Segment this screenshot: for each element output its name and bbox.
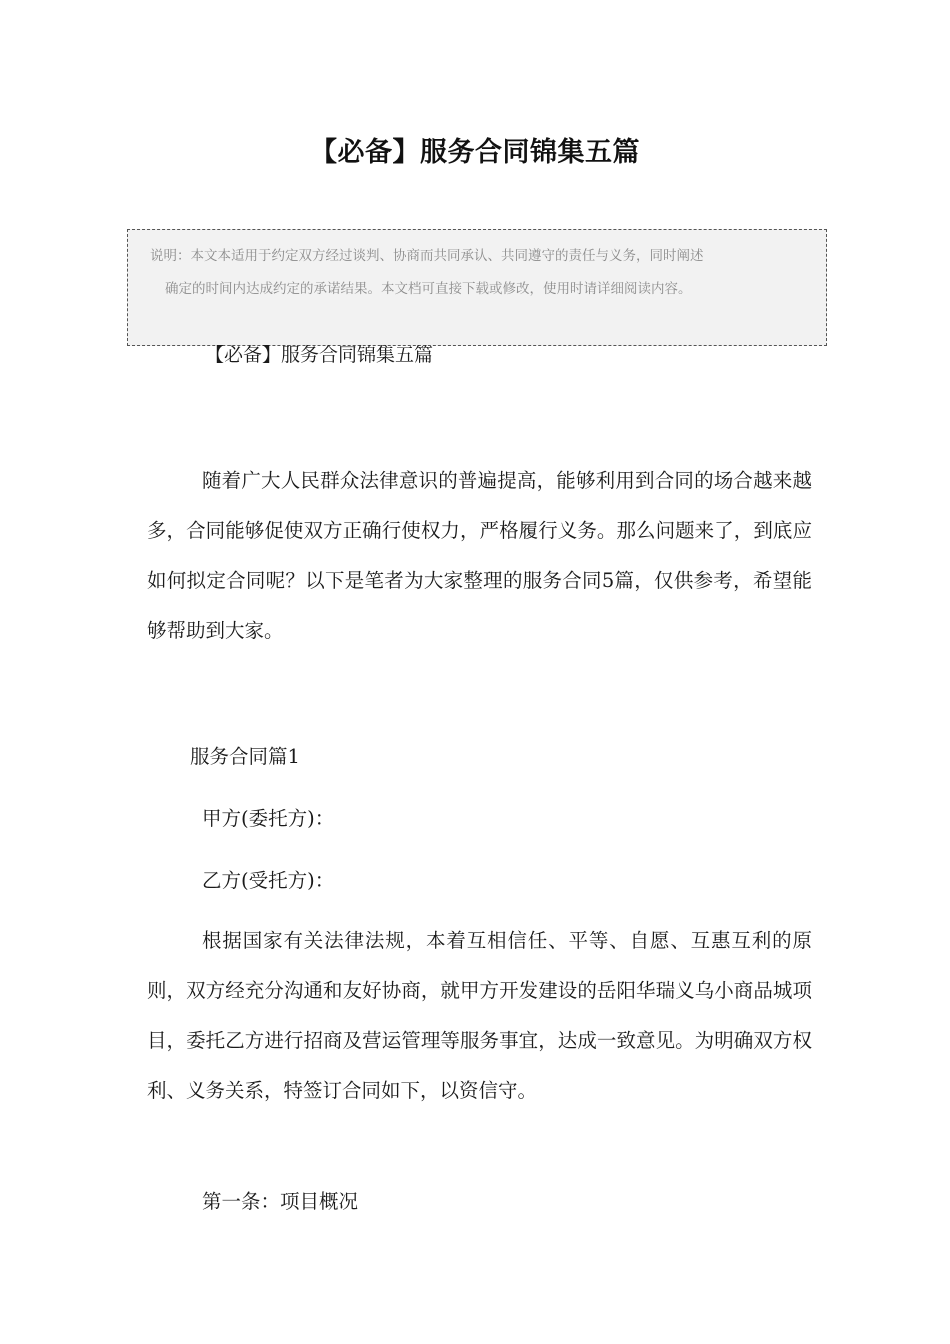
note-text-line-1: 说明：本文本适用于约定双方经过谈判、协商而共同承认、共同遵守的责任与义务，同时阐述 [150,248,704,264]
note-text-line-2: 确定的时间内达成约定的承诺结果。本文档可直接下载或修改，使用时请详细阅读内容。 [165,281,692,297]
section-heading: 服务合同篇1 [190,745,300,768]
intro-paragraph: 随着广大人民群众法律意识的普遍提高，能够利用到合同的场合越来越多，合同能够促使双方正确行使权力，严格履行义务。那么问题来了，到底应如何拟定合同呢？以下是笔者为大家整理的服务合同5篇，仅供参考，希望能够帮助到大家。 [147,469,812,642]
article-1-heading: 第一条：项目概况 [202,1190,359,1213]
contract-body-paragraph: 根据国家有关法律法规，本着互相信任、平等、自愿、互惠互利的原则，双方经充分沟通和友好协商，就甲方开发建设的岳阳华瑞义乌小商品城项目，委托乙方进行招商及营运管理等服务事宜，达成一致意见。为明确双方权利、义务关系，特签订合同如下，以资信守。 [147,929,812,1102]
party-a-label: 甲方(委托方)： [202,807,335,830]
description-note-box [127,229,827,346]
document-subtitle: 【必备】服务合同锦集五篇 [205,344,434,366]
party-b-label: 乙方(受托方)： [202,869,335,892]
document-title: 【必备】服务合同锦集五篇 [310,137,640,168]
